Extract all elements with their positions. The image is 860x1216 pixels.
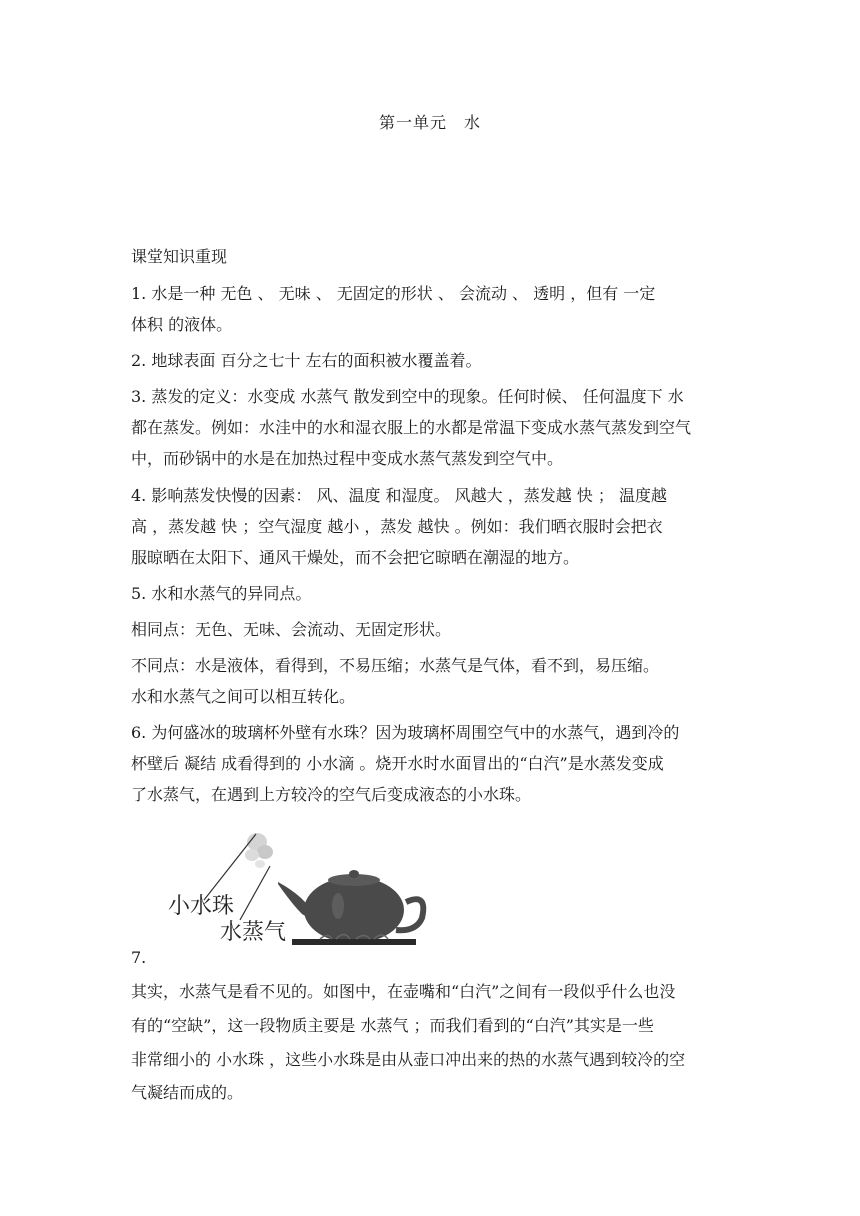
text-line: 不同点：水是液体，看得到，不易压缩；水蒸气是气体，看不到，易压缩。 bbox=[131, 656, 660, 675]
leader-line-vapor bbox=[240, 866, 270, 920]
text-line: 5. 水和水蒸气的异同点。 bbox=[131, 584, 312, 603]
text-line: 中，而砂锅中的水是在加热过程中变成水蒸气蒸发到空气中。 bbox=[131, 449, 564, 468]
steam-icon bbox=[245, 833, 273, 868]
item-number: 7. bbox=[131, 948, 147, 967]
text-line: 其实，水蒸气是看不见的。如图中，在壶嘴和“白汽”之间有一段似乎什么也没 bbox=[131, 982, 676, 1001]
text-line: 了水蒸气，在遇到上方较冷的空气后变成液态的小水珠。 bbox=[131, 785, 532, 804]
text-line: 2. 地球表面 百分之七十 左右的面积被水覆盖着。 bbox=[131, 351, 482, 370]
text-line: 1. 水是一种 无色 、 无味 、 无固定的形状 、 会流动 、 透明 ，但有 一定 bbox=[131, 284, 656, 303]
text-line: 4. 影响蒸发快慢的因素： 风、温度 和湿度。 风越大 ，蒸发越 快 ； 温度越 bbox=[131, 486, 667, 505]
text-line: 气凝结而成的。 bbox=[131, 1083, 244, 1102]
text-line: 服晾晒在太阳下、通风干燥处，而不会把它晾晒在潮湿的地方。 bbox=[131, 548, 580, 567]
text-line: 有的“空缺”，这一段物质主要是 水蒸气 ；而我们看到的“白汽”其实是一些 bbox=[131, 1016, 654, 1035]
text-line: 相同点：无色、无味、会流动、无固定形状。 bbox=[131, 620, 452, 639]
leader-line-droplets bbox=[204, 834, 256, 900]
label-vapor: 水蒸气 bbox=[220, 920, 287, 945]
teapot-figure bbox=[160, 822, 430, 950]
text-line: 高 ，蒸发越 快 ；空气湿度 越小 ，蒸发 越快 。例如：我们晒衣服时会把衣 bbox=[131, 517, 663, 536]
teapot-icon bbox=[278, 870, 423, 943]
text-line: 水和水蒸气之间可以相互转化。 bbox=[131, 687, 356, 706]
page-title: 第一单元 水 bbox=[378, 113, 481, 132]
text-line: 6. 为何盛冰的玻璃杯外壁有水珠？因为玻璃杯周围空气中的水蒸气，遇到冷的 bbox=[131, 723, 680, 742]
text-line: 非常细小的 小水珠 ，这些小水珠是由从壶口冲出来的热的水蒸气遇到较冷的空 bbox=[131, 1050, 686, 1069]
text-line: 体积 的液体。 bbox=[131, 315, 233, 334]
text-line: 杯壁后 凝结 成看得到的 小水滴 。烧开水时水面冒出的“白汽”是水蒸发变成 bbox=[131, 754, 664, 773]
text-line: 3. 蒸发的定义：水变成 水蒸气 散发到空中的现象。任何时候、 任何温度下 水 bbox=[131, 387, 684, 406]
text-line: 都在蒸发。例如：水洼中的水和湿衣服上的水都是常温下变成水蒸气蒸发到空气 bbox=[131, 418, 692, 437]
section-heading: 课堂知识重现 bbox=[131, 247, 228, 266]
label-droplets: 小水珠 bbox=[168, 894, 235, 919]
stove-base bbox=[292, 939, 416, 945]
